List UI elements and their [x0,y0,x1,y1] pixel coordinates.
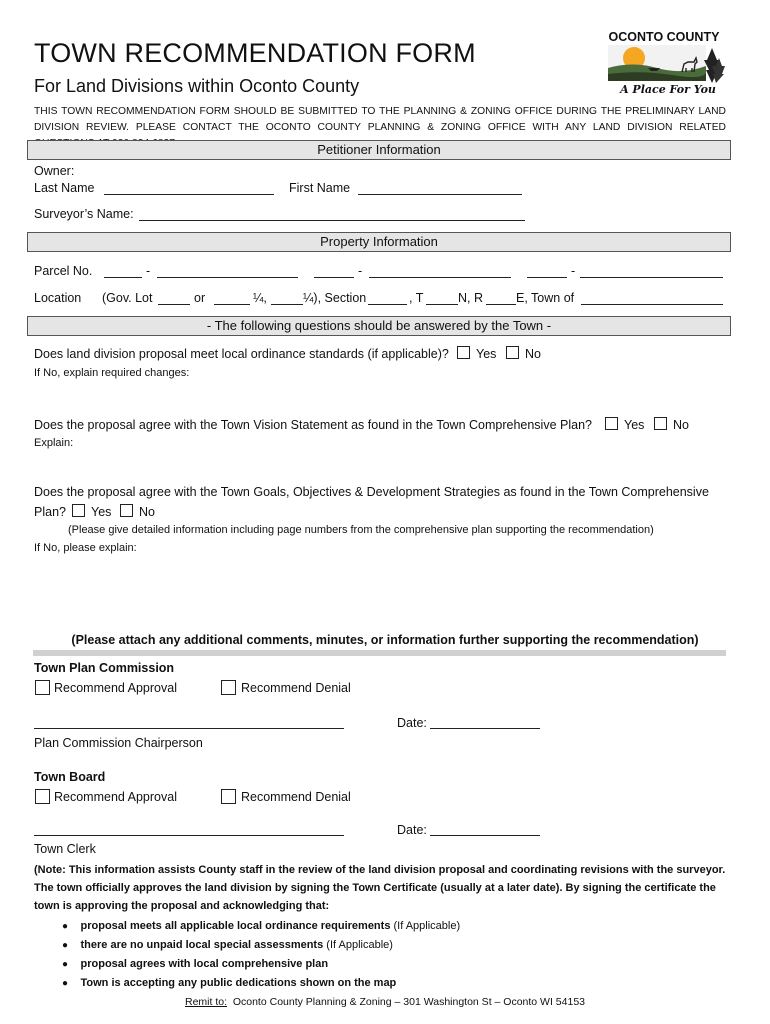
q1-no-label: No [525,347,541,361]
gov-lot-label: (Gov. Lot [102,291,153,305]
range-label: N, R [458,291,483,305]
bullet-bold-text: proposal meets all applicable local ordinance requirements [80,920,391,932]
town-board-heading: Town Board [34,770,106,784]
q3-no-checkbox[interactable] [120,504,133,517]
tb-approve-checkbox[interactable] [35,789,50,804]
quarter-1-label: ¼, [253,291,267,305]
quarter-1-field[interactable] [214,304,250,305]
gov-lot-field[interactable] [158,304,190,305]
q3-no-label: No [139,505,155,519]
parcel-dash-3: - [571,264,576,278]
q1-yes-label: Yes [476,347,497,361]
q3-yes-label: Yes [91,505,112,519]
q2-explain-label: Explain: [34,437,74,449]
bullet-icon: ● [62,921,69,932]
or-label: or [194,291,206,305]
tb-deny-checkbox[interactable] [221,789,236,804]
question-3-line-1: Does the proposal agree with the Town Goals, Objectives & Development Strategies as found in the Town Comprehensive [34,485,709,499]
town-of-field[interactable] [581,304,723,305]
note-line-1: (Note: This information assists County staff in the review of the land division proposal and coordinating revisions with the surveyor. [34,864,726,876]
parcel-1b-field[interactable] [157,277,298,278]
question-1: Does land division proposal meet local ordinance standards (if applicable)? [34,347,449,361]
last-name-field[interactable] [104,194,274,195]
owner-label: Owner: [34,164,75,178]
section-label: ¼), Section [303,291,367,305]
bullet-normal-text: (If Applicable) [390,920,461,932]
tb-date-field[interactable] [430,835,540,836]
bullet-icon: ● [62,978,69,989]
pc-signer-label: Plan Commission Chairperson [34,736,203,750]
township-label: , T [409,291,424,305]
tb-deny-label: Recommend Denial [241,790,351,804]
form-subtitle: For Land Divisions within Oconto County [34,76,360,96]
pc-approve-checkbox[interactable] [35,680,50,695]
tb-approve-label: Recommend Approval [54,790,177,804]
bullet-bold-text: there are no unpaid local special assessments [80,939,324,951]
town-of-label: E, Town of [516,291,575,305]
petitioner-heading: Petitioner Information [27,140,731,160]
bullet-icon: ● [62,959,69,970]
bullet-bold-text: proposal agrees with local comprehensive plan [80,958,329,970]
logo-title: OCONTO COUNTY [608,30,720,44]
tb-signature-field[interactable] [34,835,344,836]
remit-footer [0,996,770,1008]
note-line-3: town is approving the proposal and acknowledging that: [34,900,330,912]
remit-address: Oconto County Planning & Zoning – 301 Washington St – Oconto WI 54153 [227,996,585,1008]
parcel-3a-field[interactable] [527,277,567,278]
pc-approve-label: Recommend Approval [54,681,177,695]
pc-deny-checkbox[interactable] [221,680,236,695]
parcel-3b-field[interactable] [580,277,723,278]
surveyor-field[interactable] [139,220,525,221]
q2-no-label: No [673,418,689,432]
list-item [62,935,460,954]
first-name-field[interactable] [358,194,522,195]
pc-date-label: Date: [397,716,427,730]
questions-heading: - The following questions should be answered by the Town - [27,316,731,336]
plan-commission-heading: Town Plan Commission [34,661,175,675]
surveyor-label: Surveyor’s Name: [34,207,134,221]
attach-note: (Please attach any additional comments, minutes, or information further supporting the recommendation) [71,633,699,647]
last-name-label: Last Name [34,181,95,195]
note-line-2: The town officially approves the land division by signing the Town Certificate (usually at a later date). By signing the certificate the [34,882,716,894]
pc-date-field[interactable] [430,728,540,729]
tb-date-label: Date: [397,823,427,837]
bullet-icon: ● [62,940,69,951]
intro-text: THIS TOWN RECOMMENDATION FORM SHOULD BE SUBMITTED TO THE PLANNING & ZONING OFFICE DURING THE PRELIMINARY LAND DIVISION REVIEW. PLEASE CONTACT THE OCONTO COUNTY PLANNING & ZONING OFFICE WITH ANY LAND DIVISION RELATED [34,106,726,133]
pc-deny-label: Recommend Denial [241,681,351,695]
parcel-2b-field[interactable] [369,277,511,278]
question-3-line-2: Plan? [34,505,66,519]
q2-yes-label: Yes [624,418,645,432]
logo-tagline: A Place For You [620,83,716,96]
list-item [62,954,460,973]
remit-label: Remit to: [184,996,227,1008]
township-field[interactable] [426,304,458,305]
parcel-dash-1: - [146,264,151,278]
pc-signature-field[interactable] [34,728,344,729]
parcel-label: Parcel No. [34,264,93,278]
q2-no-checkbox[interactable] [654,417,667,430]
q2-yes-checkbox[interactable] [605,417,618,430]
list-item [62,973,460,992]
q3-yes-checkbox[interactable] [72,504,85,517]
form-title: TOWN RECOMMENDATION FORM [34,38,476,68]
q1-yes-checkbox[interactable] [457,346,470,359]
q3-note: (Please give detailed information including page numbers from the comprehensive plan supporting the recommendation) [68,524,654,536]
range-field[interactable] [486,304,516,305]
oconto-county-logo [602,28,726,96]
q3-explain-label: If No, please explain: [34,542,137,554]
q1-explain-label: If No, explain required changes: [34,367,190,379]
section-field[interactable] [368,304,407,305]
bullet-bold-text: Town is accepting any public dedications shown on the map [80,977,397,989]
parcel-dash-2: - [358,264,363,278]
q1-no-checkbox[interactable] [506,346,519,359]
parcel-2a-field[interactable] [314,277,354,278]
bullet-normal-text: (If Applicable) [323,939,393,951]
list-item [62,916,460,935]
quarter-2-field[interactable] [271,304,303,305]
acknowledgement-list [62,916,460,992]
location-label: Location [34,291,82,305]
parcel-1a-field[interactable] [104,277,142,278]
question-2: Does the proposal agree with the Town Vision Statement as found in the Town Comprehensive Plan? [34,418,592,432]
tb-signer-label: Town Clerk [34,842,96,856]
first-name-label: First Name [289,181,351,195]
property-heading: Property Information [27,232,731,252]
section-divider [33,650,726,656]
